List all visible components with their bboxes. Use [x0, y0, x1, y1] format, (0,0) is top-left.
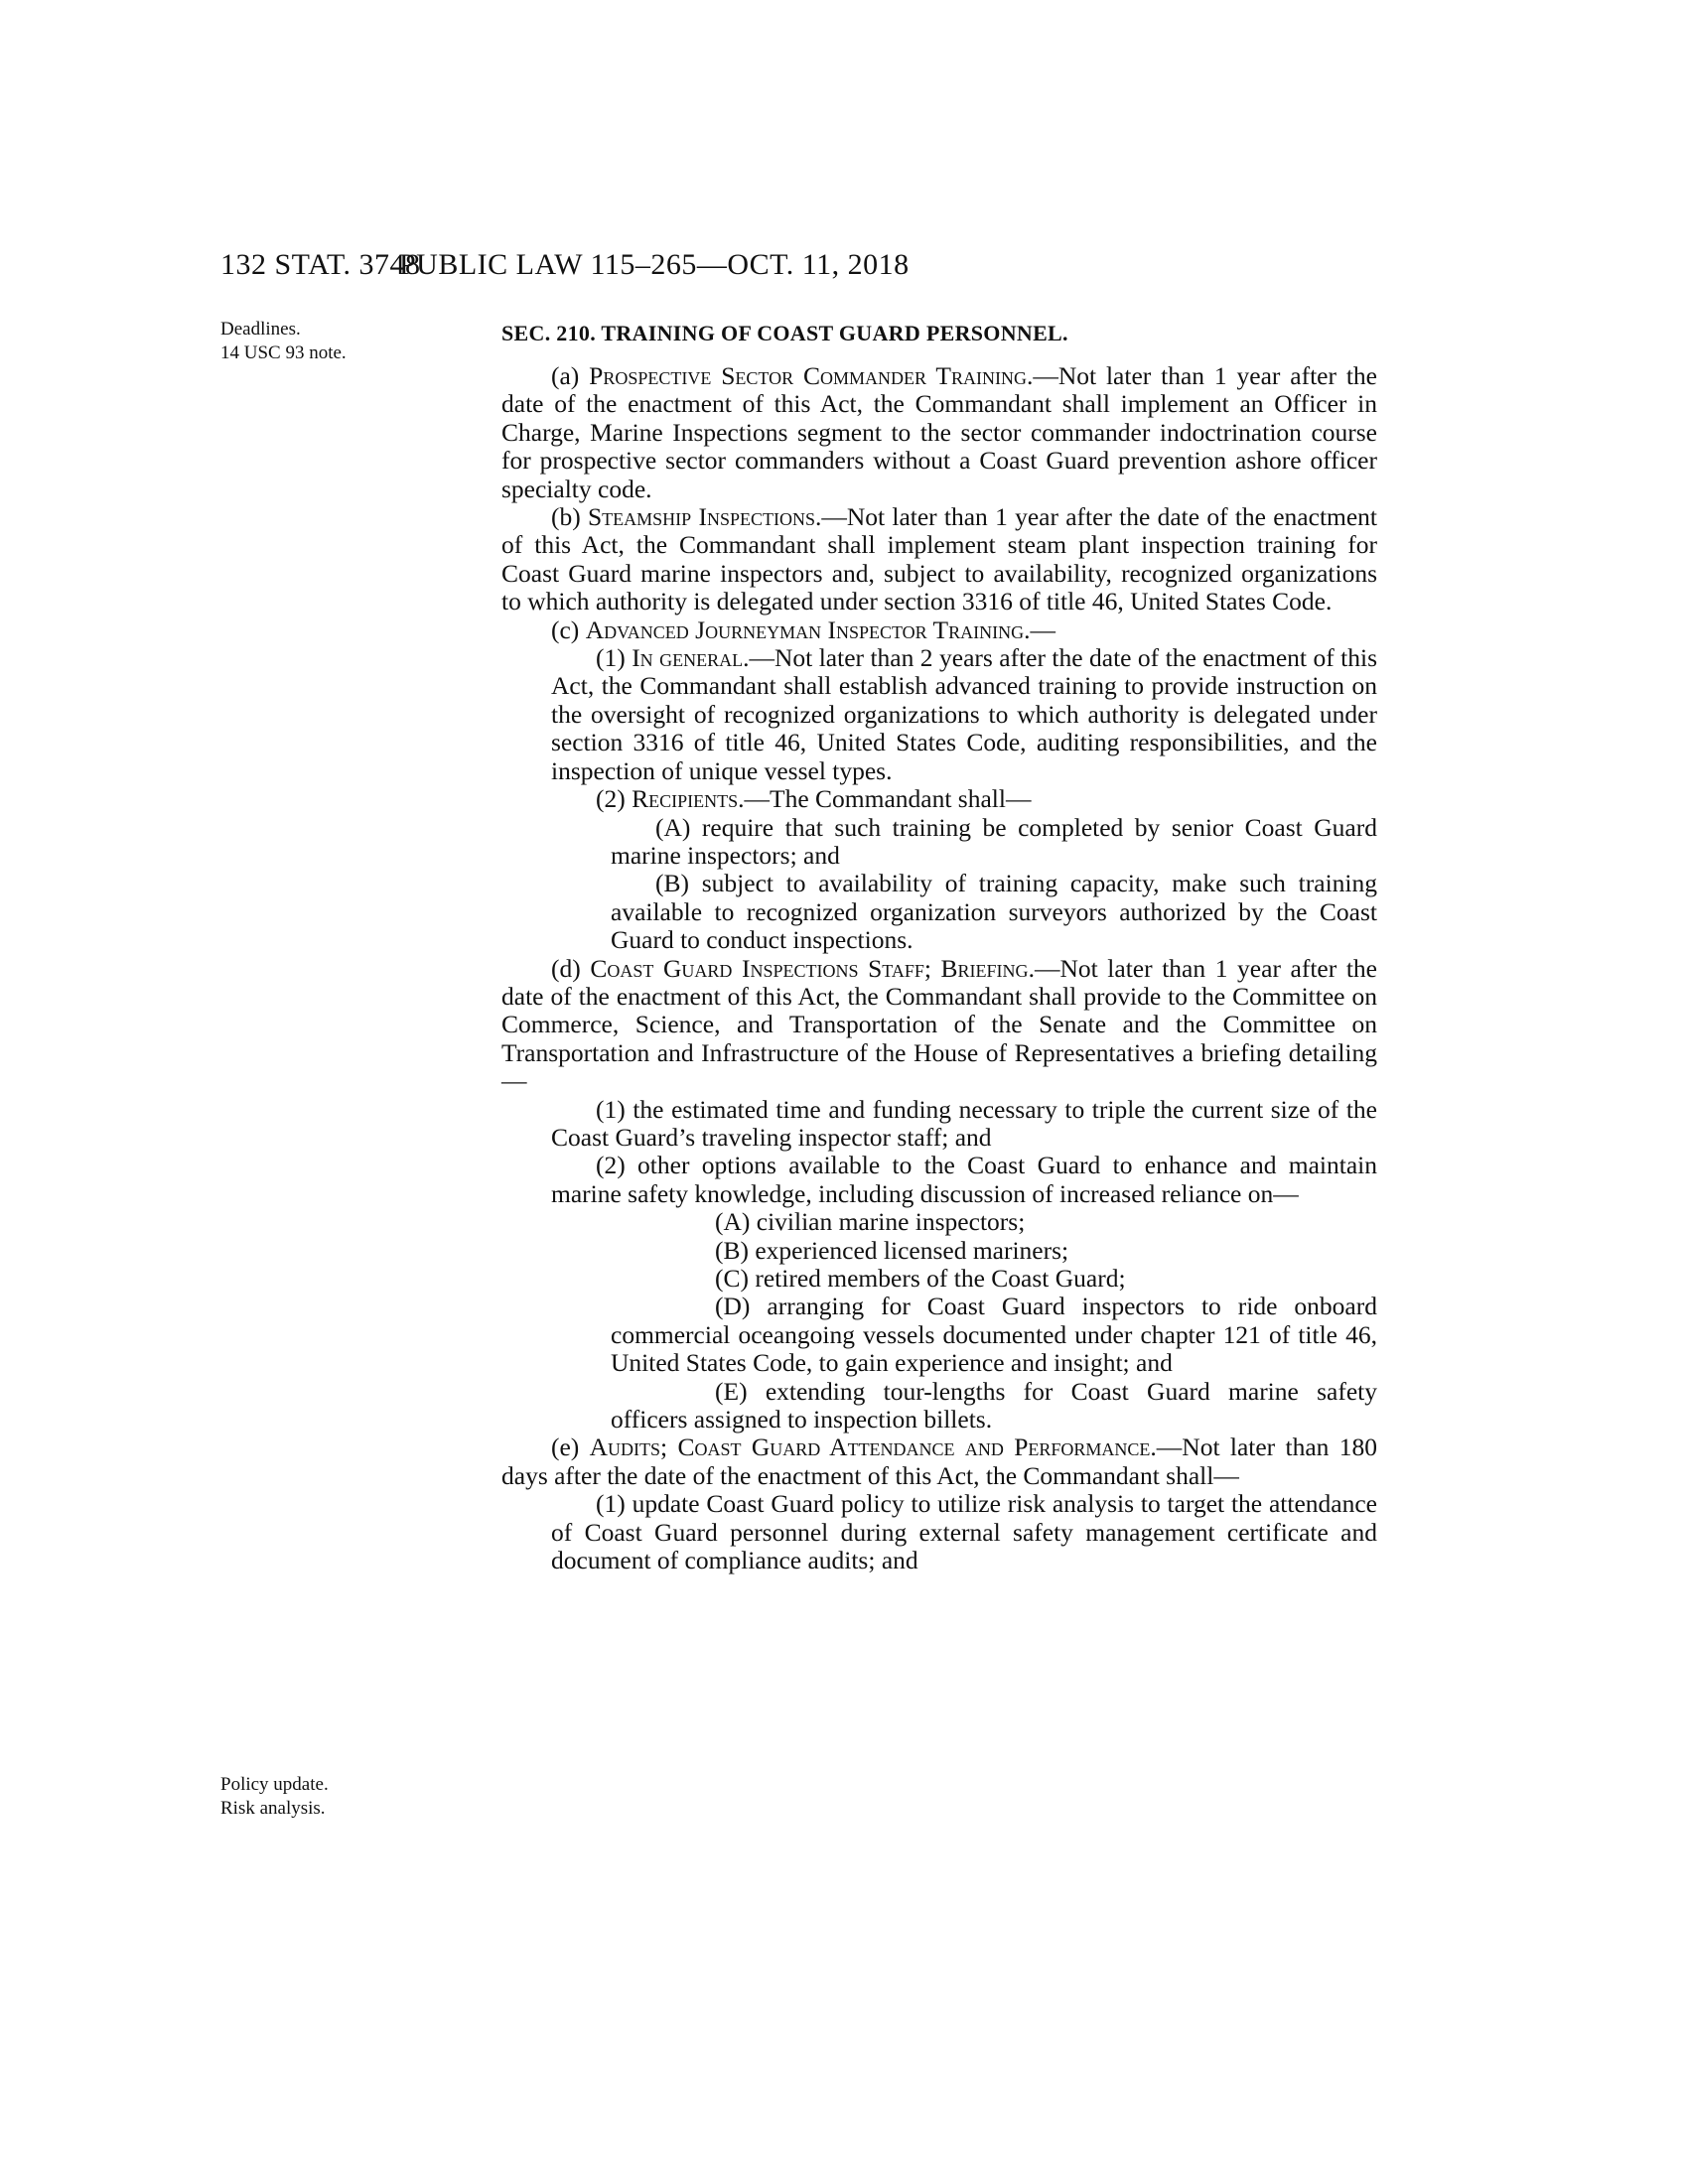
paragraph-number: (1) — [596, 643, 633, 673]
paragraph-e-1: (1) update Coast Guard policy to utilize risk analysis to target the attendance of Coast Guard personnel during external safety management certificate and document of compliance audits; and — [551, 1489, 1377, 1575]
subsection-text: .—Not later than 1 year after the date of the enactment of this Act, the Commandant shall implement an Officer in Charge, Marine Inspections segment to the sector commander indoctrination course for prospective sector commanders without a Coast Guard prevention ashore officer specialty code. — [501, 361, 1378, 503]
margin-note-line: Policy update. — [220, 1774, 329, 1795]
subsection-text: .—Not later than 1 year after the date of the enactment of this Act, the Commandant shall implement steam plant inspection training for Coast Guard marine inspectors and, subject to availability, recognized organizations to which authority is delegated under section 3316 of title 46, United States Code. — [501, 502, 1378, 616]
subsection-number: (c) — [551, 614, 586, 644]
paragraph-text: .—Not later than 2 years after the date of the enactment of this Act, the Commandant shall establish advanced training to provide instruction on the oversight of recognized organizations to which authority is delegated under section 3316 of title 46, United States Code, auditing responsibilities, and the inspection of unique vessel types. — [551, 643, 1377, 785]
margin-note-policy — [220, 1773, 459, 1821]
paragraph-heading: In general — [632, 643, 744, 673]
paragraph-text: .—The Commandant shall— — [738, 784, 1032, 814]
margin-note-line: Deadlines. — [220, 319, 301, 340]
subsection-number: (a) — [551, 361, 590, 390]
subsection-heading: Coast Guard Inspections Staff; Briefing — [590, 953, 1029, 983]
subsection-c — [501, 616, 1377, 644]
subsection-a — [501, 362, 1377, 503]
paragraph-c-1 — [501, 644, 1377, 785]
subsection-heading: Prospective Sector Commander Training — [589, 361, 1027, 390]
paragraph-number: (2) — [596, 784, 633, 814]
subsection-b — [501, 503, 1377, 616]
subsection-d — [501, 955, 1377, 1096]
paragraph-d-1: (1) the estimated time and funding necessary to triple the current size of the Coast Guard’s traveling inspector staff; and — [551, 1094, 1377, 1152]
margin-note-line: 14 USC 93 note. — [220, 342, 347, 363]
public-law-title: PUBLIC LAW 115–265—OCT. 11, 2018 — [399, 248, 910, 281]
subparagraph-d-2-B: (B) experienced licensed mariners; — [715, 1235, 1069, 1265]
subsection-heading: Audits; Coast Guard Attendance and Performance — [589, 1433, 1151, 1462]
subsection-text: .— — [1024, 614, 1055, 644]
subparagraph-c-2-A: (A) require that such training be completed by senior Coast Guard marine inspectors; and — [611, 812, 1377, 870]
subsection-number: (d) — [551, 953, 591, 983]
subsection-number: (b) — [551, 502, 588, 532]
paragraph-d-2: (2) other options available to the Coast Guard to enhance and maintain marine safety knowledge, including discussion of increased reliance on— — [551, 1151, 1377, 1208]
section-heading: SEC. 210. TRAINING OF COAST GUARD PERSONNEL. — [501, 321, 1068, 345]
section-body — [501, 321, 1377, 1574]
margin-note-deadlines — [220, 318, 459, 365]
margin-note-line: Risk analysis. — [220, 1798, 326, 1819]
subsection-text: .—Not later than 1 year after the date of the enactment of this Act, the Commandant shall provide to the Committee on Commerce, Science, and Transportation of the Senate and the Committee on Transportation and Infrastructure of the House of Representatives a briefing detailing— — [501, 953, 1378, 1096]
subsection-e — [501, 1433, 1377, 1490]
subparagraph-c-2-B: (B) subject to availability of training capacity, make such training available to recognized organization surveyors authorized by the Coast Guard to conduct inspections. — [611, 869, 1377, 955]
paragraph-c-2 — [501, 785, 1377, 813]
subsection-text: .—Not later than 180 days after the date of the enactment of this Act, the Commandant shall— — [501, 1433, 1377, 1490]
subparagraph-d-2-D: (D) arranging for Coast Guard inspectors to ride onboard commercial oceangoing vessels documented under chapter 121 of title 46, United States Code, to gain experience and insight; and — [611, 1292, 1377, 1378]
subparagraph-d-2-A: (A) civilian marine inspectors; — [715, 1207, 1026, 1237]
subparagraph-d-2-E: (E) extending tour-lengths for Coast Guard marine safety officers assigned to inspection billets. — [611, 1376, 1377, 1434]
subsection-number: (e) — [551, 1433, 590, 1462]
paragraph-heading: Recipients — [632, 784, 739, 814]
page-header — [220, 248, 1223, 288]
subsection-heading: Steamship Inspections — [588, 502, 815, 532]
stat-page-number: 132 STAT. 3748 — [220, 248, 421, 281]
subparagraph-d-2-C: (C) retired members of the Coast Guard; — [715, 1264, 1126, 1293]
subsection-heading: Advanced Journeyman Inspector Training — [585, 614, 1025, 644]
